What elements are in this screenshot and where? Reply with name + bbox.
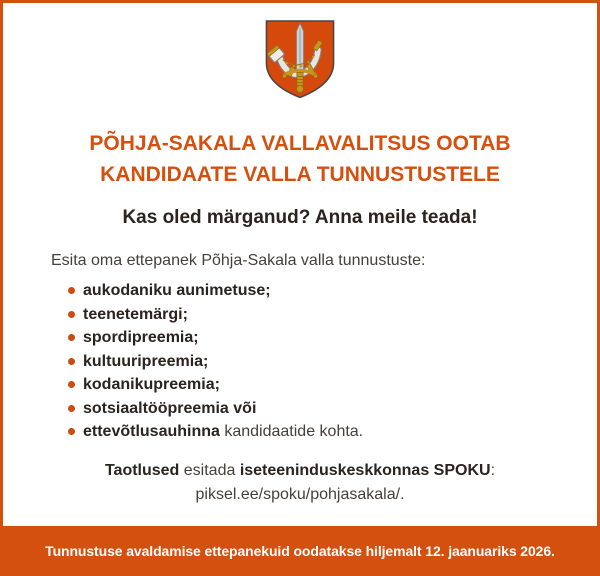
list-item	[51, 303, 549, 327]
award-name: ettevõtlusauhinna	[83, 423, 220, 440]
deadline-text: Tunnustuse avaldamise ettepanekuid oodatakse hiljemalt 12. jaanuariks 2026.	[45, 543, 555, 559]
award-name: aukodaniku aunimetuse;	[83, 282, 271, 299]
page-subtitle: Kas oled märganud? Anna meile teada!	[122, 207, 478, 228]
deadline-banner	[0, 526, 600, 576]
spoku-url: piksel.ee/spoku/pohjasakala/.	[195, 485, 405, 503]
list-item	[51, 350, 549, 374]
page-title-line1: PÕHJA-SAKALA VALLAVALITSUS OOTAB	[89, 132, 511, 155]
bullet-icon	[68, 358, 75, 365]
emblem-container	[3, 3, 597, 104]
submission-regular: esitada	[179, 461, 240, 479]
list-item	[51, 279, 549, 303]
award-suffix: kandidaatide kohta.	[219, 423, 364, 440]
bullet-icon	[68, 287, 75, 294]
bullet-icon	[68, 311, 75, 318]
submission-note	[3, 459, 597, 483]
award-name: teenetemärgi;	[83, 305, 188, 323]
bullet-icon	[68, 381, 75, 388]
list-item	[51, 326, 549, 350]
submission-bold-1: Taotlused	[104, 461, 180, 479]
page-title-line2: KANDIDAATE VALLA TUNNUSTUSTELE	[100, 163, 500, 186]
list-item	[51, 373, 549, 397]
bullet-icon	[68, 428, 75, 435]
award-name: sotsiaaltööpreemia või	[83, 399, 257, 417]
coat-of-arms-icon	[261, 16, 339, 104]
award-name: kodanikupreemia;	[83, 376, 220, 393]
award-name: kultuuripreemia;	[83, 352, 209, 370]
bullet-icon	[68, 405, 75, 412]
list-item	[51, 420, 549, 444]
submission-bold-2: iseteeninduskeskkonnas SPOKU	[239, 461, 491, 479]
intro-text: Esita oma ettepanek Põhja-Sakala valla tunnustuste:	[51, 252, 426, 269]
award-name: spordipreemia;	[83, 329, 199, 346]
list-item	[51, 397, 549, 421]
page-title	[3, 128, 597, 190]
submission-colon: :	[490, 461, 496, 479]
bullet-icon	[68, 334, 75, 341]
awards-list	[3, 279, 597, 444]
